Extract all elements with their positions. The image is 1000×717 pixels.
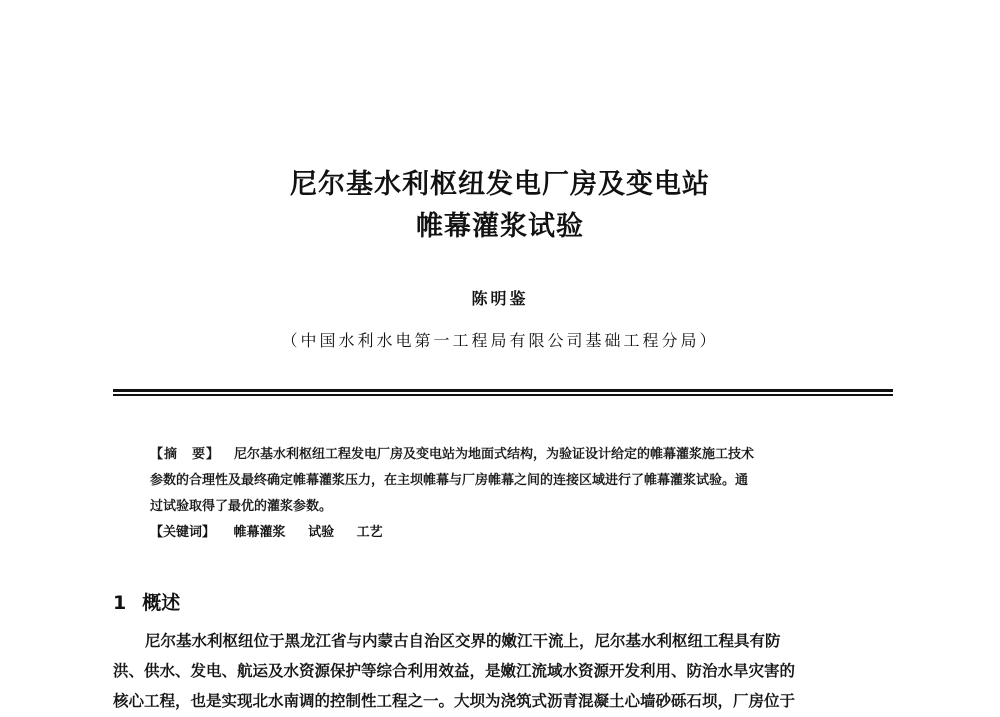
paper-title-line-1: 尼尔基水利枢纽发电厂房及变电站: [290, 169, 710, 200]
section-number: 1: [113, 592, 127, 614]
keyword-item: 工艺: [356, 525, 383, 540]
body-line-3: 核心工程，也是实现北水南调的控制性工程之一。大坝为浇筑式沥青混凝土心墙砂砾石坝，厂房位于: [113, 691, 796, 710]
section-title: 概述: [142, 592, 181, 614]
abstract-line-2: 参数的合理性及最终确定帷幕灌浆压力，在主坝帷幕与厂房帷幕之间的连接区域进行了帷幕灌浆试验。通: [150, 473, 749, 488]
body-line-2: 洪、供水、发电、航运及水资源保护等综合利用效益，是嫩江流域水资源开发利用、防治水旱灾害的: [113, 661, 796, 680]
header-rule-thin: [113, 394, 893, 396]
section-heading: [113, 588, 180, 615]
keyword-item: 试验: [308, 525, 335, 540]
author-affiliation: （中国水利水电第一工程局有限公司基础工程分局）: [281, 331, 719, 350]
abstract-text-1: 尼尔基水利枢纽工程发电厂房及变电站为地面式结构，为验证设计给定的帷幕灌浆施工技术: [234, 447, 755, 462]
author-name: 陈明鉴: [471, 289, 529, 308]
keywords-block: [150, 520, 860, 546]
header-rule-thick: [113, 389, 893, 392]
abstract-line-1: [150, 442, 860, 468]
abstract-block: [150, 442, 860, 520]
abstract-line-3: 过试验取得了最优的灌浆参数。: [150, 499, 333, 514]
body-paragraph: [113, 626, 898, 716]
keywords-label: 【关键词】: [150, 525, 216, 540]
body-line-1: 尼尔基水利枢纽位于黑龙江省与内蒙古自治区交界的嫩江干流上，尼尔基水利枢纽工程具有防: [145, 631, 781, 650]
abstract-label: 【摘 要】: [150, 447, 221, 462]
paper-title-line-2: 帷幕灌浆试验: [416, 211, 584, 242]
keyword-item: 帷幕灌浆: [233, 525, 286, 540]
